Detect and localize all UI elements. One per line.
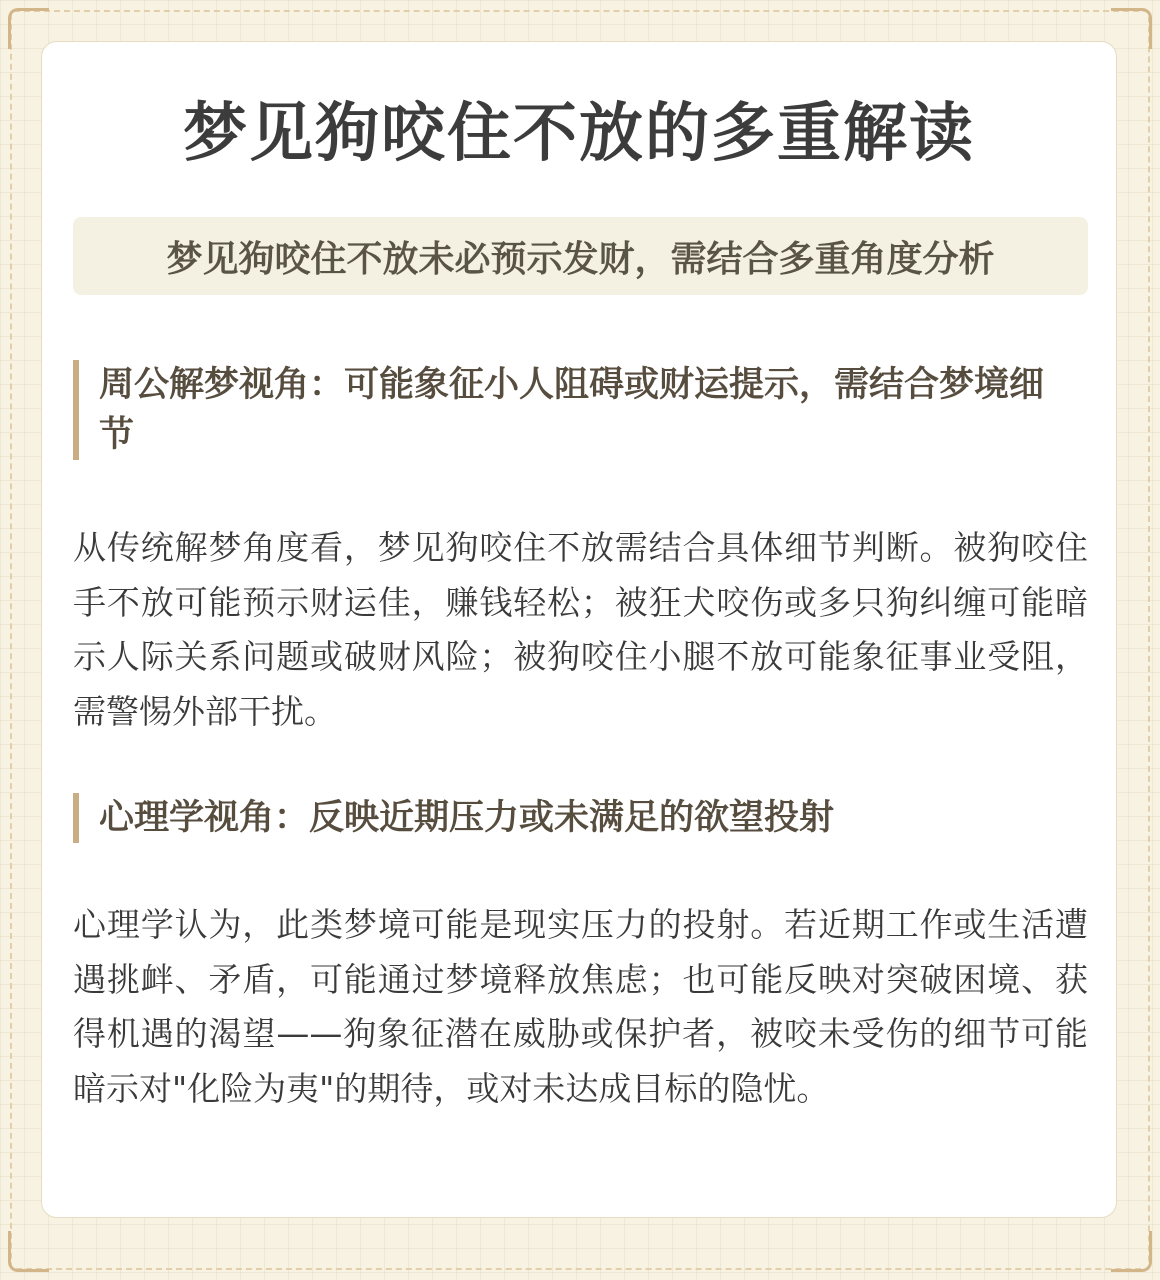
section-heading-text: 心理学视角：反映近期压力或未满足的欲望投射	[99, 798, 835, 838]
page-title: 梦见狗咬住不放的多重解读	[183, 97, 975, 171]
section-heading-text: 周公解梦视角：可能象征小人阻碍或财运提示，需结合梦境细节	[99, 365, 1045, 455]
section-heading-zhougong	[73, 360, 1073, 460]
summary-banner	[73, 217, 1088, 295]
section-body-zhougong: 从传统解梦角度看，梦见狗咬住不放需结合具体细节判断。被狗咬住手不放可能预示财运佳，赚钱轻松；被狂犬咬伤或多只狗纠缠可能暗示人际关系问题或破财风险；被狗咬住小腿不放可能象征事业受阻，需警惕外部干扰。	[73, 528, 1088, 731]
section-body-psychology: 心理学认为，此类梦境可能是现实压力的投射。若近期工作或生活遭遇挑衅、矛盾，可能通过梦境释放焦虑；也可能反映对突破困境、获得机遇的渴望——狗象征潜在威胁或保护者，被咬未受伤的细节可能暗示对"化险为夷"的期待，或对未达成目标的隐忧。	[73, 905, 1088, 1108]
content-card	[41, 41, 1117, 1218]
section-heading-psychology	[73, 793, 1073, 843]
corner-ornament	[1111, 8, 1152, 49]
summary-banner-text: 梦见狗咬住不放未必预示发财，需结合多重角度分析	[166, 238, 995, 280]
corner-ornament	[1111, 1231, 1152, 1272]
corner-ornament	[8, 1231, 49, 1272]
corner-ornament	[8, 8, 49, 49]
